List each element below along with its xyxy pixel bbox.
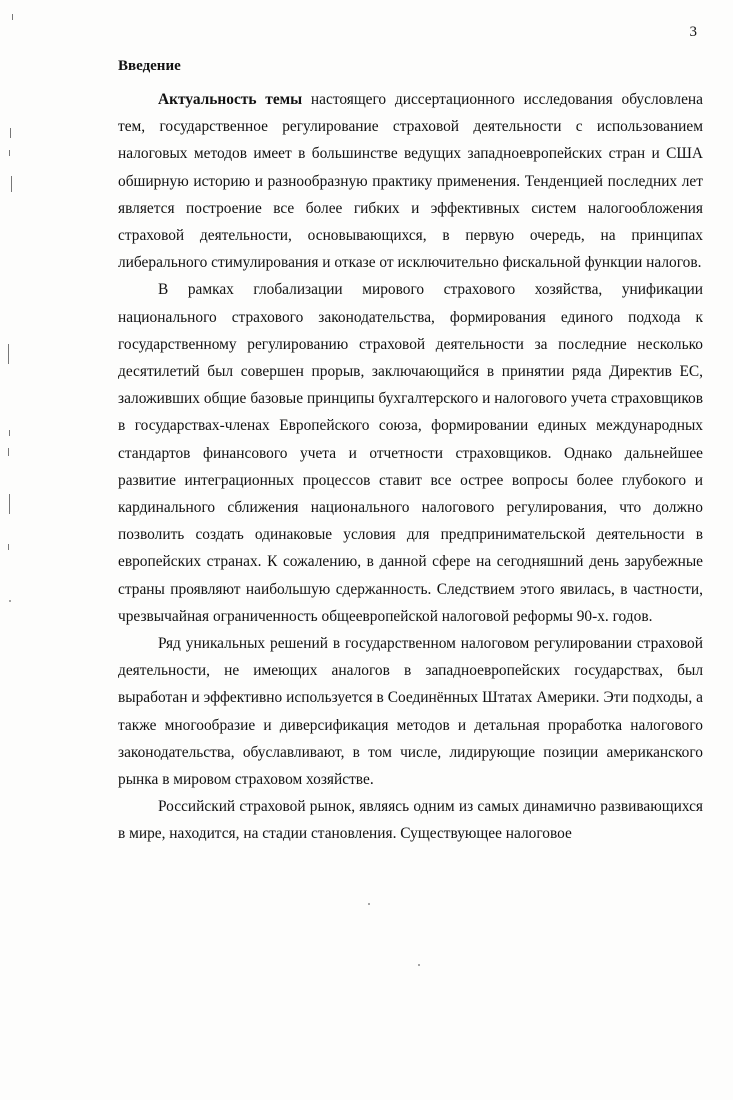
scan-artifact [12, 14, 13, 20]
scan-artifact [368, 903, 370, 905]
paragraph-text: настоящего диссертационного исследования обусловлена тем, государственное регулирование страховой деятельности с использованием налоговых методов имеет в большинстве ведущих западноевропейских стран и США обширную историю и разнообразную практику применения. Тенденцией последних лет является построение все более гибких и эффективных систем налогообложения страховой деятельности, основывающихся, в первую очередь, на принципах либерального стимулирования и отказе от исключительно фискальной функции налогов. [118, 91, 703, 272]
scan-artifact [10, 128, 11, 138]
paragraph [118, 276, 703, 630]
scan-artifact [418, 964, 420, 966]
paragraph [118, 793, 703, 847]
paragraph-text: Ряд уникальных решений в государственном налоговом регулировании страховой деятельности, не имеющих аналогов в западноевропейских государствах, был выработан и эффективно используется в Соединённых Штатах Америки. Эти подходы, а также многообразие и диверсификация методов и детальная проработка налогового законодательства, обуславливают, в том числе, лидирующие позиции американского рынка в мировом страховом хозяйстве. [118, 635, 703, 789]
paragraph-text: Российский страховой рынок, являясь одним из самых динамично развивающихся в мире, находится, на стадии становления. Существующее налоговое [118, 798, 703, 843]
scan-artifact [9, 600, 11, 602]
body-text [118, 86, 703, 848]
scan-artifact [9, 430, 10, 436]
scan-artifact [9, 150, 10, 156]
scan-artifact [8, 448, 9, 456]
paragraph-text: В рамках глобализации мирового страхового хозяйства, унификации национального страхового законодательства, формирования единого подхода к государственному регулированию страховой деятельности за последние несколько десятилетий был совершен прорыв, заключающийся в принятии ряда Директив ЕС, заложивших общие базовые принципы бухгалтерского и налогового учета страховщиков в государствах-членах Европейского союза, формировании единых международных стандартов финансового учета и отчетности страховщиков. Однако дальнейшее развитие интеграционных процессов ставит все острее вопросы более глубокого и кардинального сближения национального налогового регулирования, что должно позволить создать одинаковые условия для предпринимательской деятельности в европейских странах. К сожалению, в данной сфере на сегодняшний день зарубежные страны проявляют наибольшую сдержанность. Следствием этого явилась, в частности, чрезвычайная ограниченность общеевропейской налоговой реформы 90-х. годов. [118, 281, 703, 625]
scan-artifact [9, 494, 10, 514]
scan-artifact [8, 344, 9, 364]
scan-artifact [11, 176, 12, 192]
paragraph [118, 86, 703, 276]
scan-artifact [8, 544, 9, 550]
section-heading: Введение [118, 58, 181, 74]
paragraph [118, 630, 703, 793]
page-number: 3 [689, 24, 697, 40]
paragraph-lead: Актуальность темы [158, 91, 303, 108]
